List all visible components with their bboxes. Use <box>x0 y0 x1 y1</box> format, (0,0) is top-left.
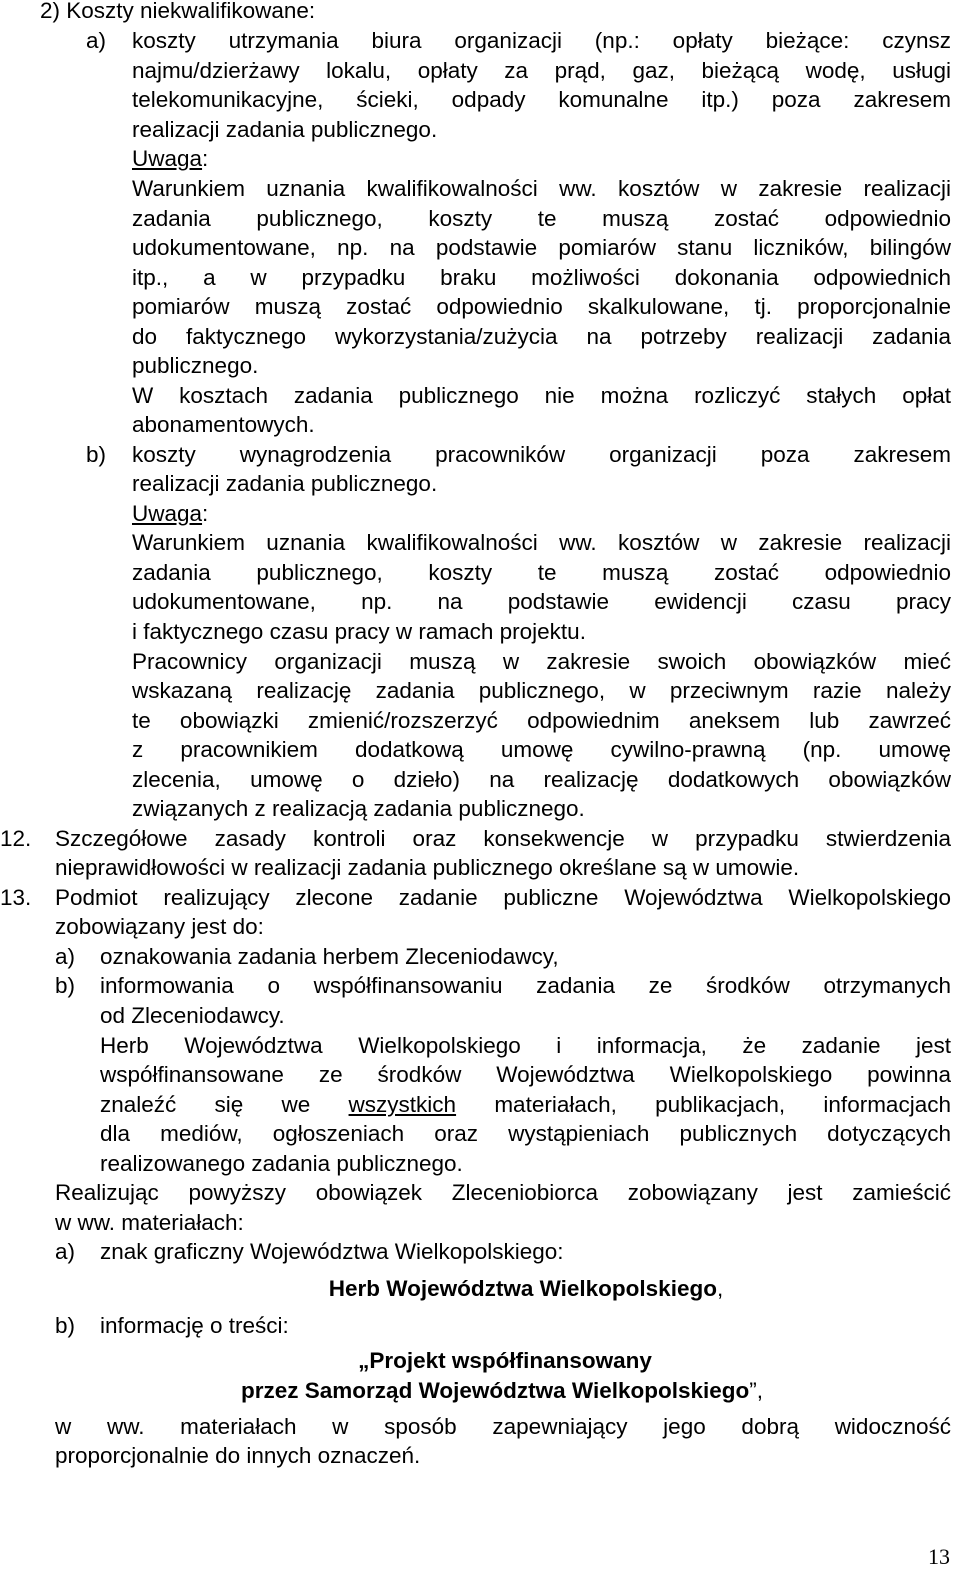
paragraph-line: proporcjonalnie do innych oznaczeń. <box>55 1443 421 1468</box>
note-line: udokumentowane, np. na podstawie ewidencji czasu pracy <box>132 589 951 614</box>
paragraph-line: koszty utrzymania biura organizacji (np.: opłaty bieżące: czynsz <box>132 28 951 53</box>
paragraph-line: zobowiązany jest do: <box>55 914 264 939</box>
section-heading: 2) Koszty niekwalifikowane: <box>40 0 316 23</box>
paragraph-line: informowania o współfinansowaniu zadania ze środków otrzymanych <box>100 973 951 998</box>
note-label <box>132 499 208 529</box>
paragraph-line: koszty wynagrodzenia pracowników organizacji poza zakresem <box>132 442 951 467</box>
note-colon: : <box>202 146 209 171</box>
paragraph-line: telekomunikacyjne, ścieki, odpady komunalne itp.) poza zakresem <box>132 87 951 112</box>
text-run: materiałach, publikacjach, informacjach <box>494 1092 951 1117</box>
text-run: ”, <box>749 1378 763 1403</box>
paragraph-line: Herb Województwa Wielkopolskiego i informacja, że zadanie jest <box>100 1033 951 1058</box>
text-run: znaleźć się we <box>100 1092 311 1117</box>
paragraph-line: realizowanego zadania publicznego. <box>100 1151 463 1176</box>
note-line: abonamentowych. <box>132 412 315 437</box>
uwaga-word: Uwaga <box>132 501 203 526</box>
paragraph-line: od Zleceniodawcy. <box>100 1003 285 1028</box>
note-line: udokumentowane, np. na podstawie pomiarów stanu liczników, bilingów <box>132 235 951 260</box>
note-label <box>132 144 208 174</box>
list-marker-b: b) <box>55 973 76 998</box>
note-line: i faktycznego czasu pracy w ramach projektu. <box>132 619 586 644</box>
uwaga-word: Uwaga <box>132 146 203 171</box>
quote-line: „Projekt współfinansowany <box>358 1348 652 1373</box>
note-line: Warunkiem uznania kwalifikowalności ww. kosztów w zakresie realizacji <box>132 530 951 555</box>
note-line: itp., a w przypadku braku możliwości dokonania odpowiednich <box>132 265 951 290</box>
list-marker-b: b) <box>86 442 107 467</box>
paragraph-line: oznakowania zadania herbem Zleceniodawcy, <box>100 944 559 969</box>
list-marker-a: a) <box>55 1239 76 1264</box>
list-marker-a: a) <box>55 944 76 969</box>
note-line: z pracownikiem dodatkową umowę cywilno-prawną (np. umowę <box>132 737 951 762</box>
paragraph-line: w ww. materiałach: <box>55 1210 244 1235</box>
note-line: zlecenia, umowę o dzieło) na realizację dodatkowych obowiązków <box>132 767 951 792</box>
paragraph-line: w ww. materiałach w sposób zapewniający jego dobrą widoczność <box>55 1414 951 1439</box>
note-line: W kosztach zadania publicznego nie można rozliczyć stałych opłat <box>132 383 951 408</box>
paragraph-line: nieprawidłowości w realizacji zadania publicznego określane są w umowie. <box>55 855 800 880</box>
note-line: zadania publicznego, koszty te muszą zostać odpowiednio <box>132 560 951 585</box>
paragraph-line: informację o treści: <box>100 1313 289 1338</box>
note-line: pomiarów muszą zostać odpowiednio skalkulowane, tj. proporcjonalnie <box>132 294 951 319</box>
quote-line <box>0 1376 960 1406</box>
bold-text: Herb Województwa Wielkopolskiego <box>328 1276 717 1301</box>
paragraph-line: realizacji zadania publicznego. <box>132 471 438 496</box>
section-number: 12. <box>0 826 32 851</box>
herb-heading <box>0 1274 960 1304</box>
paragraph-line: dla mediów, ogłoszeniach oraz wystąpieniach publicznych dotyczących <box>100 1121 951 1146</box>
note-line: wskazaną realizację zadania publicznego, w przeciwnym razie należy <box>132 678 951 703</box>
bold-text: przez Samorząd Województwa Wielkopolskiego <box>241 1378 750 1403</box>
paragraph-line: Realizując powyższy obowiązek Zleceniobiorca zobowiązany jest zamieścić <box>55 1180 951 1205</box>
list-marker-b: b) <box>55 1313 76 1338</box>
paragraph-line: Podmiot realizujący zlecone zadanie publiczne Województwa Wielkopolskiego <box>55 885 951 910</box>
paragraph-line: znak graficzny Województwa Wielkopolskiego: <box>100 1239 564 1264</box>
note-line: publicznego. <box>132 353 259 378</box>
paragraph-line <box>100 1090 951 1120</box>
page-number: 13 <box>928 1544 950 1569</box>
underlined-word: wszystkich <box>348 1092 457 1117</box>
note-line: zadania publicznego, koszty te muszą zostać odpowiednio <box>132 206 951 231</box>
note-line: Pracownicy organizacji muszą w zakresie swoich obowiązków mieć <box>132 649 951 674</box>
note-colon: : <box>202 501 209 526</box>
text-run: , <box>716 1276 724 1301</box>
note-line: Warunkiem uznania kwalifikowalności ww. kosztów w zakresie realizacji <box>132 176 951 201</box>
paragraph-line: Szczegółowe zasady kontroli oraz konsekwencje w przypadku stwierdzenia <box>55 826 951 851</box>
note-line: związanych z realizacją zadania publicznego. <box>132 796 585 821</box>
list-marker-a: a) <box>86 28 107 53</box>
paragraph-line: realizacji zadania publicznego. <box>132 117 438 142</box>
note-line: te obowiązki zmienić/rozszerzyć odpowiednim aneksem lub zawrzeć <box>132 708 951 733</box>
note-line: do faktycznego wykorzystania/zużycia na potrzeby realizacji zadania <box>132 324 951 349</box>
paragraph-line: współfinansowane ze środków Województwa Wielkopolskiego powinna <box>100 1062 951 1087</box>
paragraph-line: najmu/dzierżawy lokalu, opłaty za prąd, gaz, bieżącą wodę, usługi <box>132 58 951 83</box>
section-number: 13. <box>0 885 32 910</box>
